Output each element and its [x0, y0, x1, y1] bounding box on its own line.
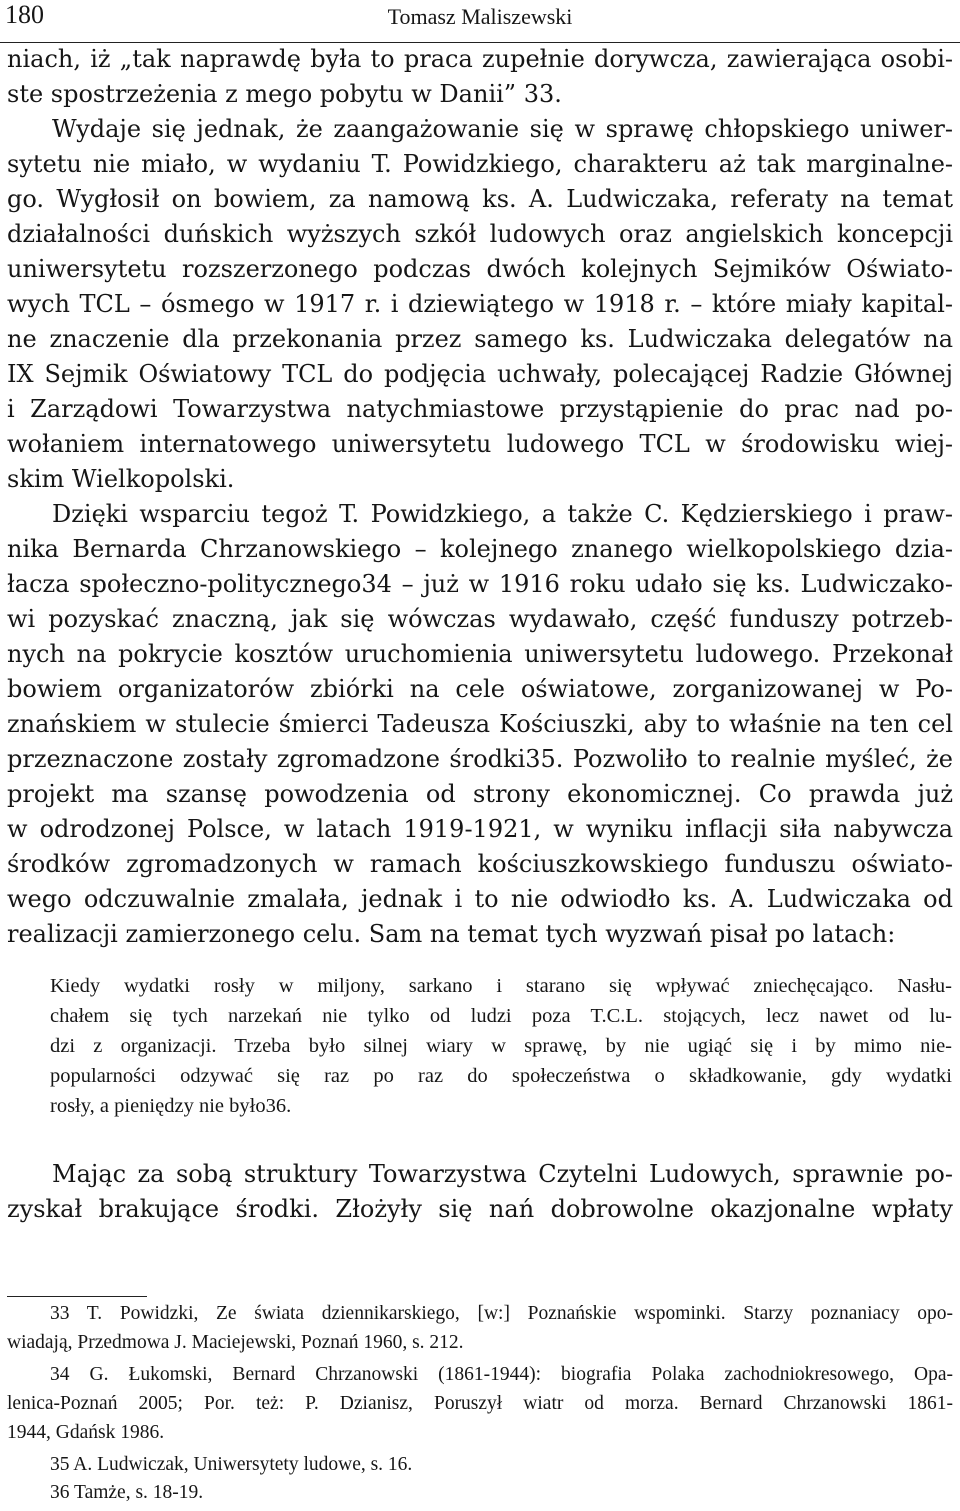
footnote-line: 35 A. Ludwiczak, Uniwersytety ludowe, s. 16. — [50, 1454, 413, 1475]
header-rule — [0, 42, 960, 43]
body-line: i Zarządowi Towarzystwa natychmiastowe przystąpienie do prac nad po- — [7, 395, 953, 423]
footnote-line: 36 Tamże, s. 18-19. — [50, 1482, 204, 1503]
body-line: ste spostrzeżenia z mego pobytu w Danii” 33. — [7, 80, 562, 108]
body-line: środków zgromadzonych w ramach kościuszkowskiego funduszu oświato- — [7, 850, 953, 878]
body-line: ne znaczenie dla przekonania przez samego ks. Ludwiczaka delegatów na — [7, 325, 953, 353]
page-header — [0, 0, 960, 42]
body-line: uniwersytetu rozszerzonego podczas dwóch kolejnych Sejmików Oświato- — [7, 255, 953, 283]
footnote-line: 1944, Gdańsk 1986. — [7, 1422, 165, 1443]
body-line: IX Sejmik Oświatowy TCL do podjęcia uchwały, polecającej Radzie Głównej — [7, 360, 953, 388]
running-head: Tomasz Maliszewski — [387, 4, 573, 29]
quote-line: Kiedy wydatki rosły w miljony, sarkano i starano się wpływać zniechęcająco. Nasłu- — [50, 975, 952, 997]
body-line: go. Wygłosił on bowiem, za namową ks. A. Ludwiczaka, referaty na temat — [7, 185, 953, 213]
quote-line: rosły, a pieniędzy nie było36. — [50, 1095, 292, 1117]
body-line: działalności duńskich wyższych szkół ludowych oraz angielskich koncepcji — [7, 220, 953, 248]
body-line: niach, iż „tak naprawdę była to praca zupełnie dorywcza, zawierająca osobi- — [7, 45, 953, 73]
footnote-line: 34 G. Łukomski, Bernard Chrzanowski (1861-1944): biografia Polaka zachodniokresowego, Opa- — [50, 1364, 953, 1385]
body-line: nika Bernarda Chrzanowskiego – kolejnego znanego wielkopolskiego dzia- — [7, 535, 953, 563]
body-line: projekt ma szansę powodzenia od strony ekonomicznej. Co prawda już — [7, 780, 953, 808]
quote-line: dzi z organizacji. Trzeba było silnej wiary w sprawę, by nie ugiąć się i by mimo nie- — [50, 1035, 952, 1057]
body-line: wołaniem internatowego uniwersytetu ludowego TCL w środowisku wiej- — [7, 430, 953, 458]
body-line: Mając za sobą struktury Towarzystwa Czytelni Ludowych, sprawnie po- — [52, 1160, 953, 1188]
quote-line: popularności odzywać się raz po raz do społeczeństwa o składkowanie, gdy wydatki — [50, 1065, 952, 1087]
body-line: bowiem organizatorów zbiórki na cele oświatowe, zorganizowanej w Po- — [7, 675, 953, 703]
body-line: wi pozyskać znaczną, jak się wówczas wydawało, część funduszy potrzeb- — [7, 605, 953, 633]
footnote-rule — [7, 1296, 147, 1297]
body-line: zyskał brakujące środki. Złożyły się nań dobrowolne okazjonalne wpłaty — [7, 1195, 953, 1223]
footnote-line: 33 T. Powidzki, Ze świata dziennikarskiego, [w:] Poznańskie wspominki. Starzy poznaniacy opo- — [50, 1303, 953, 1324]
footnote-line: lenica-Poznań 2005; Por. też: P. Dzianisz, Poruszył wiatr od morza. Bernard Chrzanowski 1861- — [7, 1393, 953, 1414]
footnote-line: wiadają, Przedmowa J. Maciejewski, Poznań 1960, s. 212. — [7, 1332, 464, 1353]
body-line: skim Wielkopolski. — [7, 465, 235, 493]
page-number: 180 — [5, 0, 44, 29]
body-line: znańskiem w stulecie śmierci Tadeusza Kościuszki, aby to właśnie na ten cel — [7, 710, 953, 738]
body-line: w odrodzonej Polsce, w latach 1919-1921, w wyniku inflacji siła nabywcza — [7, 815, 953, 843]
body-line: wego odczuwalnie zmalała, jednak i to nie odwiodło ks. A. Ludwiczaka od — [7, 885, 953, 913]
body-line: realizacji zamierzonego celu. Sam na temat tych wyzwań pisał po latach: — [7, 920, 896, 948]
body-line: łacza społeczno-politycznego34 – już w 1916 roku udało się ks. Ludwiczako- — [7, 570, 953, 598]
body-line: wych TCL – ósmego w 1917 r. i dziewiątego w 1918 r. – które miały kapital- — [7, 290, 953, 318]
body-line: przeznaczone zostały zgromadzone środki35. Pozwoliło to realnie myśleć, że — [7, 745, 953, 773]
body-line: sytetu nie miało, w wydaniu T. Powidzkiego, charakteru aż tak marginalne- — [7, 150, 953, 178]
body-line: nych na pokrycie kosztów uruchomienia uniwersytetu ludowego. Przekonał — [7, 640, 953, 668]
body-line: Dzięki wsparciu tegoż T. Powidzkiego, a także C. Kędzierskiego i praw- — [52, 500, 953, 528]
quote-line: chałem się tych narzekań nie tylko od ludzi poza T.C.L. stojących, lecz nawet od lu- — [50, 1005, 952, 1027]
body-line: Wydaje się jednak, że zaangażowanie się w sprawę chłopskiego uniwer- — [52, 115, 953, 143]
